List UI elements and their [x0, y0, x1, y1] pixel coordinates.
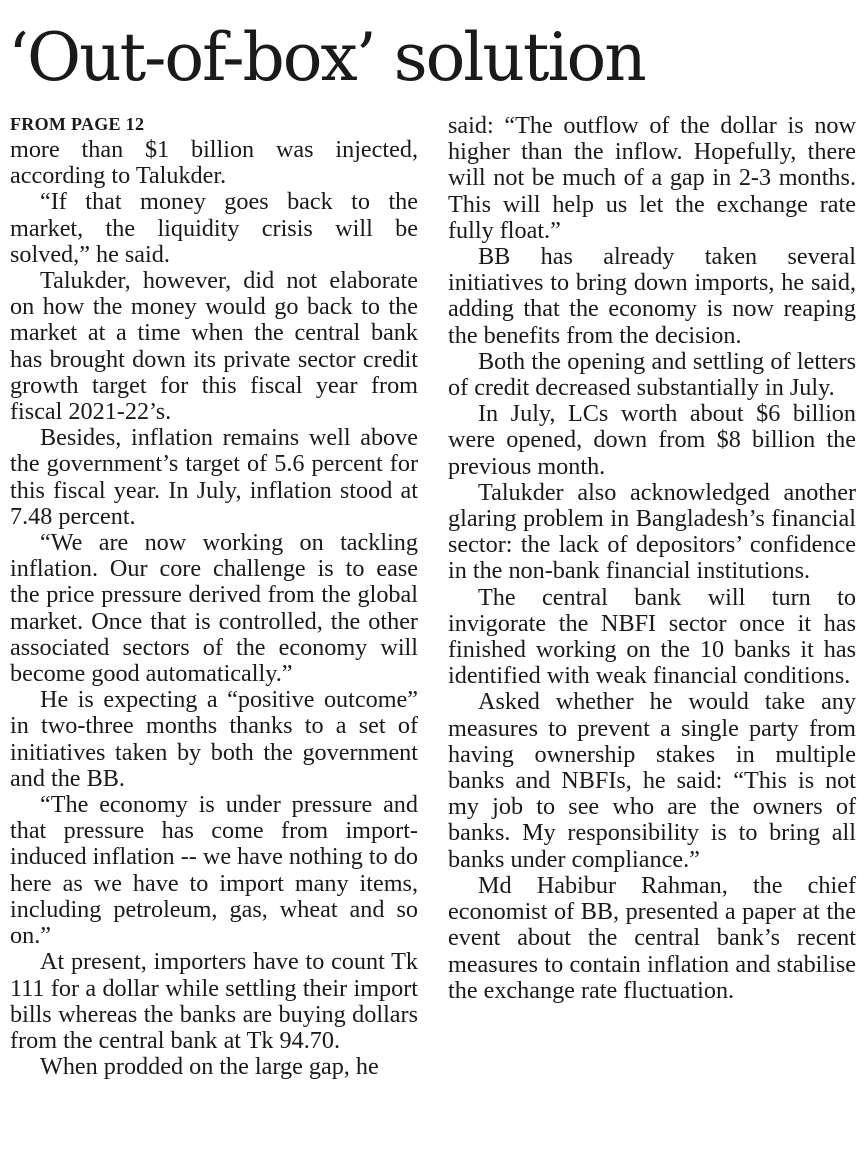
paragraph: “If that money goes back to the market, the liquidity crisis will be solved,” he said.: [10, 188, 418, 268]
continuation-label: FROM PAGE 12: [10, 114, 145, 134]
paragraph: Md Habibur Rahman, the chief economist of BB, presented a paper at the event about the central bank’s recent measures to contain inflation and stabilise the exchange rate fluctuation.: [448, 871, 856, 1004]
left-column: [10, 113, 418, 1080]
paragraph: “We are now working on tackling inflation. Our core challenge is to ease the price pressure derived from the global market. Once that is controlled, the other associated sectors of the economy will become good automatically.”: [10, 529, 418, 688]
paragraph: Talukder also acknowledged another glaring problem in Bangladesh’s financial sector: the lack of depositors’ confidence in the non-bank financial institutions.: [448, 478, 856, 585]
paragraph: He is expecting a “positive outcome” in two-three months thanks to a set of initiatives taken by both the government and the BB.: [10, 686, 418, 792]
paragraph: Both the opening and settling of letters of credit decreased substantially in July.: [448, 347, 856, 402]
paragraph: At present, importers have to count Tk 111 for a dollar while settling their import bills whereas the banks are buying dollars from the central bank at Tk 94.70.: [10, 948, 418, 1054]
right-column: [448, 113, 856, 1004]
paragraph: “The economy is under pressure and that pressure has come from import-induced inflation -- we have nothing to do here as we have to import many items, including petroleum, gas, wheat and so on.”: [10, 791, 418, 950]
paragraph: more than $1 billion was injected, according to Talukder.: [10, 136, 418, 190]
paragraph: BB has already taken several initiatives to bring down imports, he said, adding that the economy is now reaping the benefits from the decision.: [448, 243, 856, 349]
paragraph: Besides, inflation remains well above the government’s target of 5.6 percent for this fiscal year. In July, inflation stood at 7.48 percent.: [10, 424, 418, 530]
headline: ‘Out-of-box’ solution: [8, 19, 645, 96]
paragraph: Talukder, however, did not elaborate on how the money would go back to the market at a time when the central bank has brought down its private sector credit growth target for this fiscal year from fiscal 2021-22’s.: [10, 267, 418, 426]
paragraph: When prodded on the large gap, he: [40, 1053, 379, 1081]
paragraph: Asked whether he would take any measures to prevent a single party from having ownership stakes in multiple banks and NBFIs, he said: “This is not my job to see who are the owners of banks. My responsibility is to bring all banks under compliance.”: [448, 688, 856, 873]
paragraph: In July, LCs worth about $6 billion were opened, down from $8 billion the previous month.: [448, 400, 856, 480]
paragraph: The central bank will turn to invigorate the NBFI sector once it has finished working on the 10 banks it has identified with weak financial conditions.: [448, 583, 856, 690]
paragraph: said: “The outflow of the dollar is now higher than the inflow. Hopefully, there will not be much of a gap in 2-3 months. This will help us let the exchange rate fully float.”: [448, 112, 856, 244]
